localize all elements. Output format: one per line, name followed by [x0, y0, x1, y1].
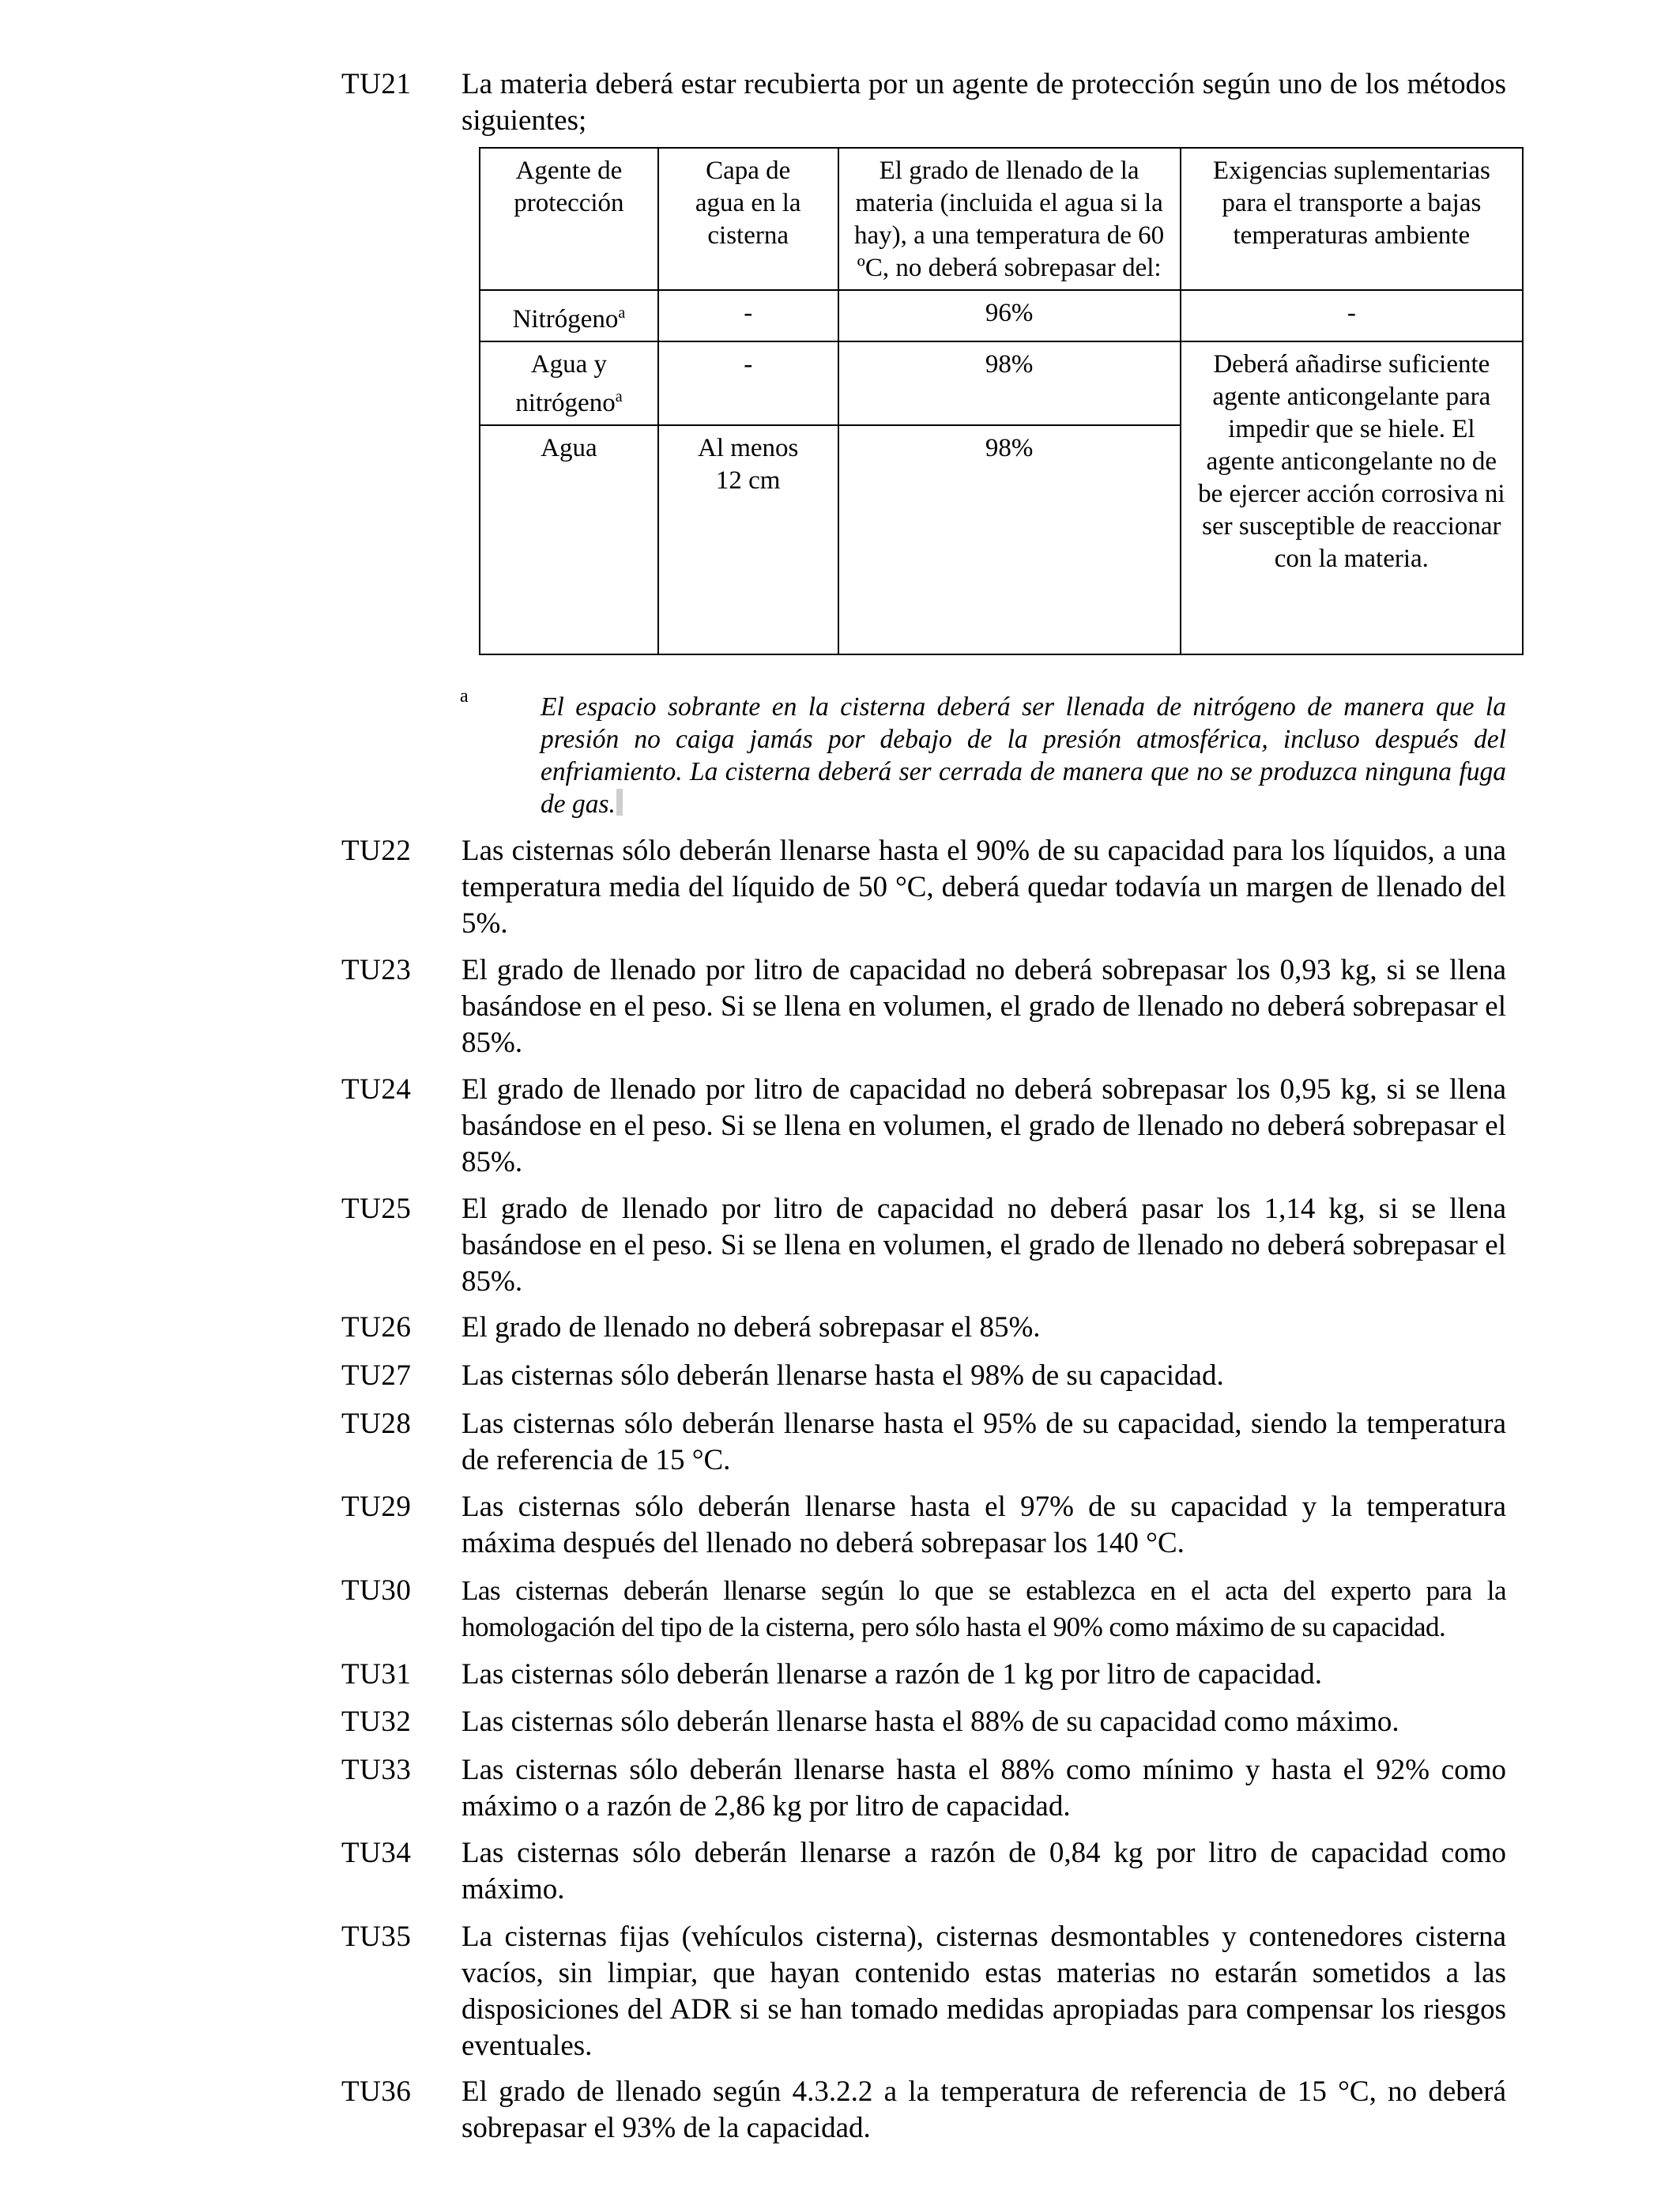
entry-code: TU21 [341, 68, 412, 100]
entry-code: TU32 [341, 1706, 412, 1738]
entry-code: TU35 [341, 1921, 412, 1953]
entry-code: TU33 [341, 1754, 412, 1786]
entry-code: TU36 [341, 2075, 412, 2108]
entry-code: TU31 [341, 1658, 412, 1691]
entry-text: Las cisternas sólo deberán llenarse a razón de 0,84 kg por litro de capacidad como máximo. [461, 1837, 1506, 1906]
entry-code: TU27 [341, 1359, 412, 1392]
table-header-row [480, 148, 1523, 290]
table-row [480, 290, 1523, 341]
entry-text: Las cisternas sólo deberán llenarse hasta el 95% de su capacidad, siendo la temperatura de referencia de 15 °C. [461, 1408, 1506, 1476]
table-cell-agent [480, 341, 658, 425]
footnote-ref: a [615, 388, 623, 405]
entry-code: TU26 [341, 1311, 412, 1344]
footnote-body: El espacio sobrante en la cisterna deberá ser llenada de nitrógeno de manera que la presión no caiga jamás por debajo de la presión atmosférica, incluso después del enfriamiento. La cisterna deberá ser cerrada de manera que no se produzca ninguna fuga de gas. [541, 692, 1506, 819]
entry-text: Las cisternas sólo deberán llenarse hasta el 88% como mínimo y hasta el 92% como máximo o a razón de 2,86 kg por litro de capacidad. [461, 1754, 1506, 1823]
table-cell-filling: 96% [838, 290, 1181, 341]
entry-code: TU28 [341, 1408, 412, 1440]
table-cell-agent [480, 425, 658, 654]
entry-code: TU22 [341, 835, 412, 867]
table-cell-filling: 98% [838, 425, 1181, 654]
header-cell: Agente de protección [480, 148, 658, 290]
entry-code: TU25 [341, 1193, 412, 1225]
entry-text: El grado de llenado según 4.3.2.2 a la temperatura de referencia de 15 °C, no deberá sobrepasar el 93% de la capacidad. [461, 2075, 1506, 2144]
entry-text: Las cisternas deberán llenarse según lo que se establezca en el acta del experto para la homologación del tipo de la cisterna, pero sólo hasta el 90% como máximo de su capacidad. [461, 1575, 1506, 1642]
table-cell-water-layer: Al menos 12 cm [658, 425, 838, 654]
entry-text: El grado de llenado por litro de capacidad no deberá sobrepasar los 0,93 kg, si se llena basándose en el peso. Si se llena en volumen, el grado de llenado no deberá sobrepasar el 85%. [461, 954, 1506, 1059]
entry-text: El grado de llenado por litro de capacidad no deberá sobrepasar los 0,95 kg, si se llena basándose en el peso. Si se llena en volumen, el grado de llenado no deberá sobrepasar el 85%. [461, 1073, 1506, 1178]
table-row [480, 341, 1523, 425]
header-cell: Capa de agua en la cisterna [658, 148, 838, 290]
table-cell-filling: 98% [838, 341, 1181, 425]
entry-code: TU29 [341, 1491, 412, 1523]
entry-text: El grado de llenado por litro de capacidad no deberá pasar los 1,14 kg, si se llena basándose en el peso. Si se llena en volumen, el grado de llenado no deberá sobrepasar el 85%. [461, 1193, 1506, 1298]
entry-code: TU34 [341, 1837, 412, 1869]
table-cell-extra-merged: Deberá añadirse suficiente agente anticongelante para impedir que se hiele. El agente anticongelante no de be ejercer acción corrosiva ni ser susceptible de reaccionar con la materia. [1181, 341, 1523, 654]
agent-label: Nitrógeno [512, 305, 619, 334]
entry-code: TU30 [341, 1574, 412, 1607]
entry-text: El grado de llenado no deberá sobrepasar el 85%. [461, 1311, 1041, 1344]
entry-code: TU24 [341, 1073, 412, 1106]
table-cell-agent [480, 290, 658, 341]
entry-text: Las cisternas sólo deberán llenarse hasta el 97% de su capacidad y la temperatura máxima después del llenado no deberá sobrepasar los 140 °C. [461, 1491, 1506, 1559]
table-cell-water-layer: - [658, 290, 838, 341]
table-cell-water-layer: - [658, 341, 838, 425]
entry-text: Las cisternas sólo deberán llenarse hasta el 98% de su capacidad. [461, 1359, 1224, 1392]
table-cell-extra: - [1181, 290, 1523, 341]
footnote-text [541, 691, 1506, 820]
footnote-mark: a [460, 686, 469, 707]
entry-text: Las cisternas sólo deberán llenarse hasta el 88% de su capacidad como máximo. [461, 1706, 1399, 1738]
text-cursor-highlight [616, 789, 623, 816]
header-cell: El grado de llenado de la materia (incluida el agua si la hay), a una temperatura de 60 ºC, no deberá sobrepasar del: [838, 148, 1181, 290]
entry-text: La materia deberá estar recubierta por un agente de protección según uno de los métodos siguientes; [461, 68, 1506, 137]
entry-text: La cisternas fijas (vehículos cisterna), cisternas desmontables y contenedores cisterna vacíos, sin limpiar, que hayan contenido estas materias no estarán sometidos a las disposiciones del ADR si se han tomado medidas apropiadas para compensar los riesgos eventuales. [461, 1921, 1506, 2062]
agent-label: Agua y nitrógeno [515, 350, 616, 417]
entry-code: TU23 [341, 954, 412, 986]
protection-agent-table [479, 147, 1524, 655]
entry-text: Las cisternas sólo deberán llenarse hasta el 90% de su capacidad para los líquidos, a una temperatura media del líquido de 50 °C, deberá quedar todavía un margen de llenado del 5%. [461, 835, 1506, 940]
header-cell: Exigencias suplementarias para el transporte a bajas temperaturas ambiente [1181, 148, 1523, 290]
footnote-ref: a [618, 304, 626, 322]
agent-label: Agua [541, 434, 597, 462]
entry-text: Las cisternas sólo deberán llenarse a razón de 1 kg por litro de capacidad. [461, 1658, 1322, 1691]
